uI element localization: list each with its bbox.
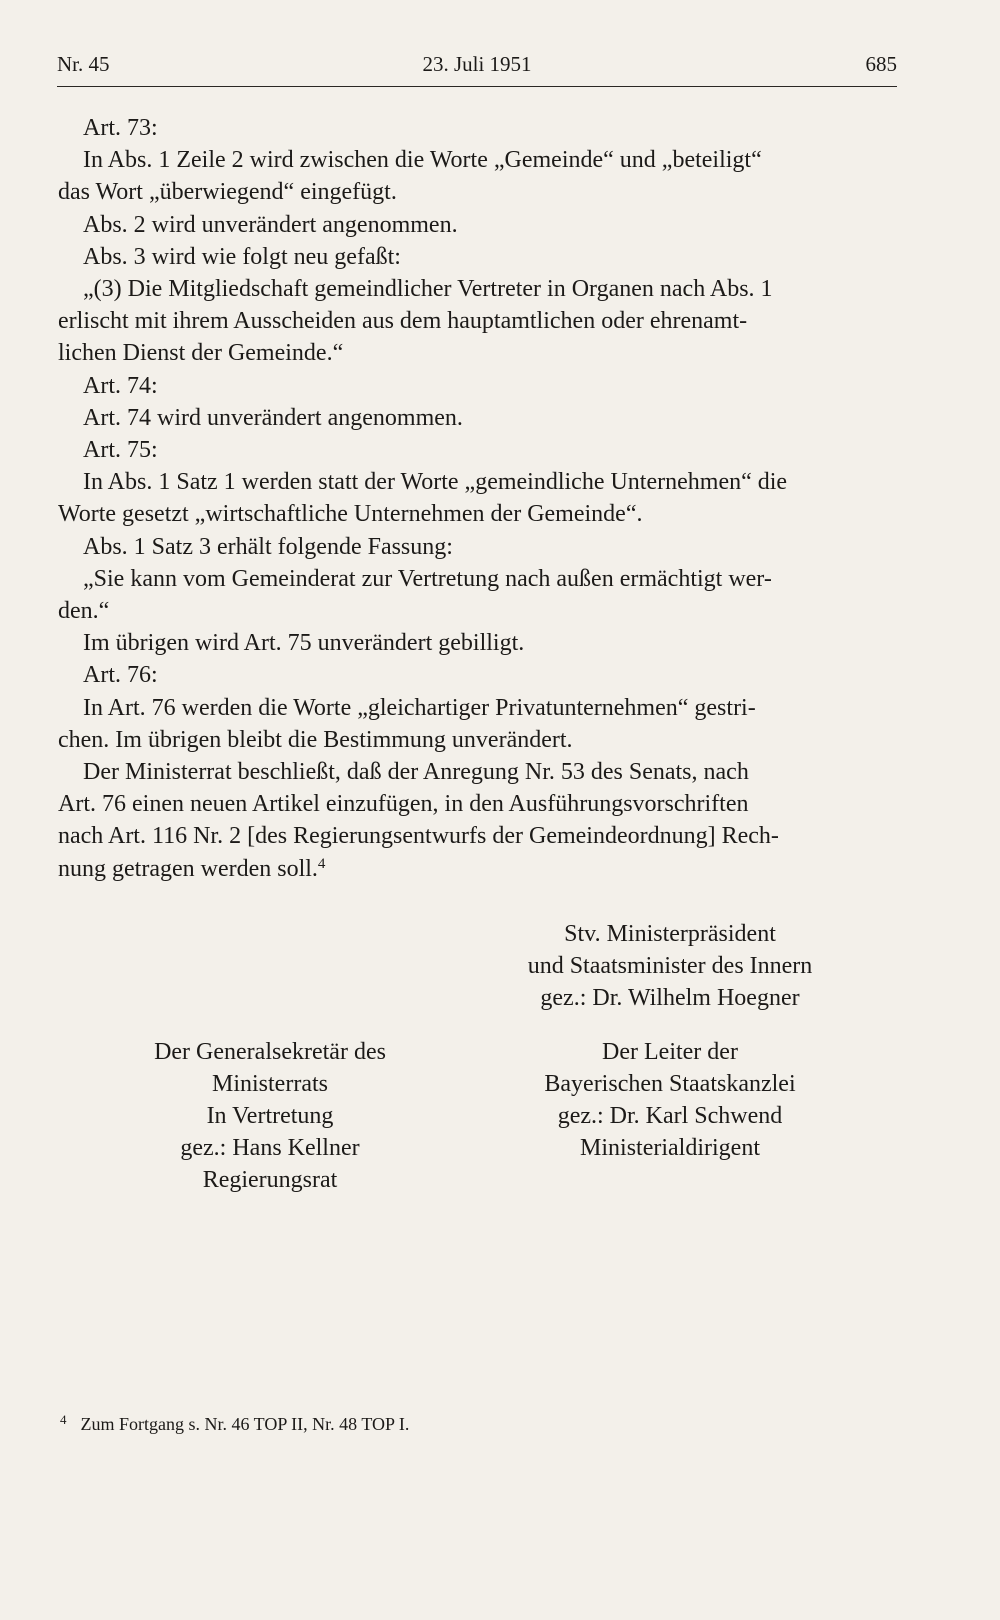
page-header: [57, 46, 897, 87]
text-line: [58, 853, 895, 888]
footnote: [60, 1412, 860, 1436]
text-line: Der Ministerrat beschließt, daß der Anregung Nr. 53 des Senats, nach: [83, 759, 749, 786]
text-line: erlischt mit ihrem Ausscheiden aus dem hauptamtlichen oder ehrenamt-: [58, 308, 748, 335]
signature-general-secretary: [110, 1036, 430, 1196]
signature-name: gez.: Hans Kellner: [180, 1135, 360, 1161]
text-line: In Art. 76 werden die Worte „gleichartiger Privatunternehmen“ gestri-: [83, 694, 756, 721]
footnote-reference[interactable]: 4: [317, 855, 326, 872]
text-line: Worte gesetzt „wirtschaftliche Unternehmen der Gemeinde“.: [58, 501, 643, 528]
text-line: Abs. 2 wird unverändert angenommen.: [83, 211, 458, 238]
text-line: „(3) Die Mitgliedschaft gemeindlicher Vertreter in Organen nach Abs. 1: [83, 276, 773, 303]
text-line: Art. 73:: [83, 115, 158, 141]
signature-title: Stv. Ministerpräsident: [564, 921, 776, 947]
text-line: das Wort „überwiegend“ eingefügt.: [58, 179, 397, 206]
signature-minister-president: [500, 918, 840, 1014]
page-number: 685: [865, 52, 897, 76]
text-line: In Abs. 1 Satz 1 werden statt der Worte „gemeindliche Unternehmen“ die: [83, 469, 788, 496]
signature-state-chancellery: [500, 1036, 840, 1164]
text-line: chen. Im übrigen bleibt die Bestimmung unverändert.: [58, 726, 573, 753]
signature-title: und Staatsminister des Innern: [527, 953, 813, 979]
text-line: den.“: [58, 598, 110, 625]
text-line: In Abs. 1 Zeile 2 wird zwischen die Worte „Gemeinde“ und „beteiligt“: [83, 147, 762, 174]
footnote-text: Zum Fortgang s. Nr. 46 TOP II, Nr. 48 TOP I.: [80, 1414, 410, 1434]
text-line: Abs. 1 Satz 3 erhält folgende Fassung:: [83, 533, 453, 560]
text-line: „Sie kann vom Gemeinderat zur Vertretung nach außen ermächtigt wer-: [83, 565, 772, 592]
text-line: lichen Dienst der Gemeinde.“: [58, 340, 344, 367]
text-line: Art. 76 einen neuen Artikel einzufügen, in den Ausführungsvorschriften: [58, 791, 749, 818]
signature-rank: Ministerialdirigent: [580, 1135, 760, 1161]
footnote-mark: 4: [60, 1412, 67, 1427]
signature-rank: Regierungsrat: [202, 1167, 338, 1193]
signature-title: Der Leiter der: [602, 1039, 738, 1065]
text-line-content: nung getragen werden soll.: [58, 855, 318, 882]
signature-note: In Vertretung: [206, 1103, 334, 1129]
text-line: Art. 76:: [83, 662, 158, 689]
signature-title: Bayerischen Staatskanzlei: [544, 1071, 796, 1097]
signature-title: Der Generalsekretär des: [154, 1039, 386, 1065]
signature-title: Ministerrats: [212, 1071, 328, 1097]
text-line: Abs. 3 wird wie folgt neu gefaßt:: [83, 243, 401, 270]
header-date: 23. Juli 1951: [422, 52, 532, 76]
text-line: nach Art. 116 Nr. 2 [des Regierungsentwurfs der Gemeindeordnung] Rech-: [58, 823, 779, 850]
issue-number: Nr. 45: [57, 52, 110, 76]
text-line: Art. 74:: [83, 372, 158, 399]
signature-name: gez.: Dr. Wilhelm Hoegner: [540, 985, 800, 1011]
signature-name: gez.: Dr. Karl Schwend: [557, 1103, 783, 1129]
text-line: Im übrigen wird Art. 75 unverändert gebilligt.: [83, 630, 525, 657]
text-line: Art. 74 wird unverändert angenommen.: [83, 404, 463, 431]
text-line: Art. 75:: [83, 437, 158, 464]
main-text: [58, 112, 895, 888]
